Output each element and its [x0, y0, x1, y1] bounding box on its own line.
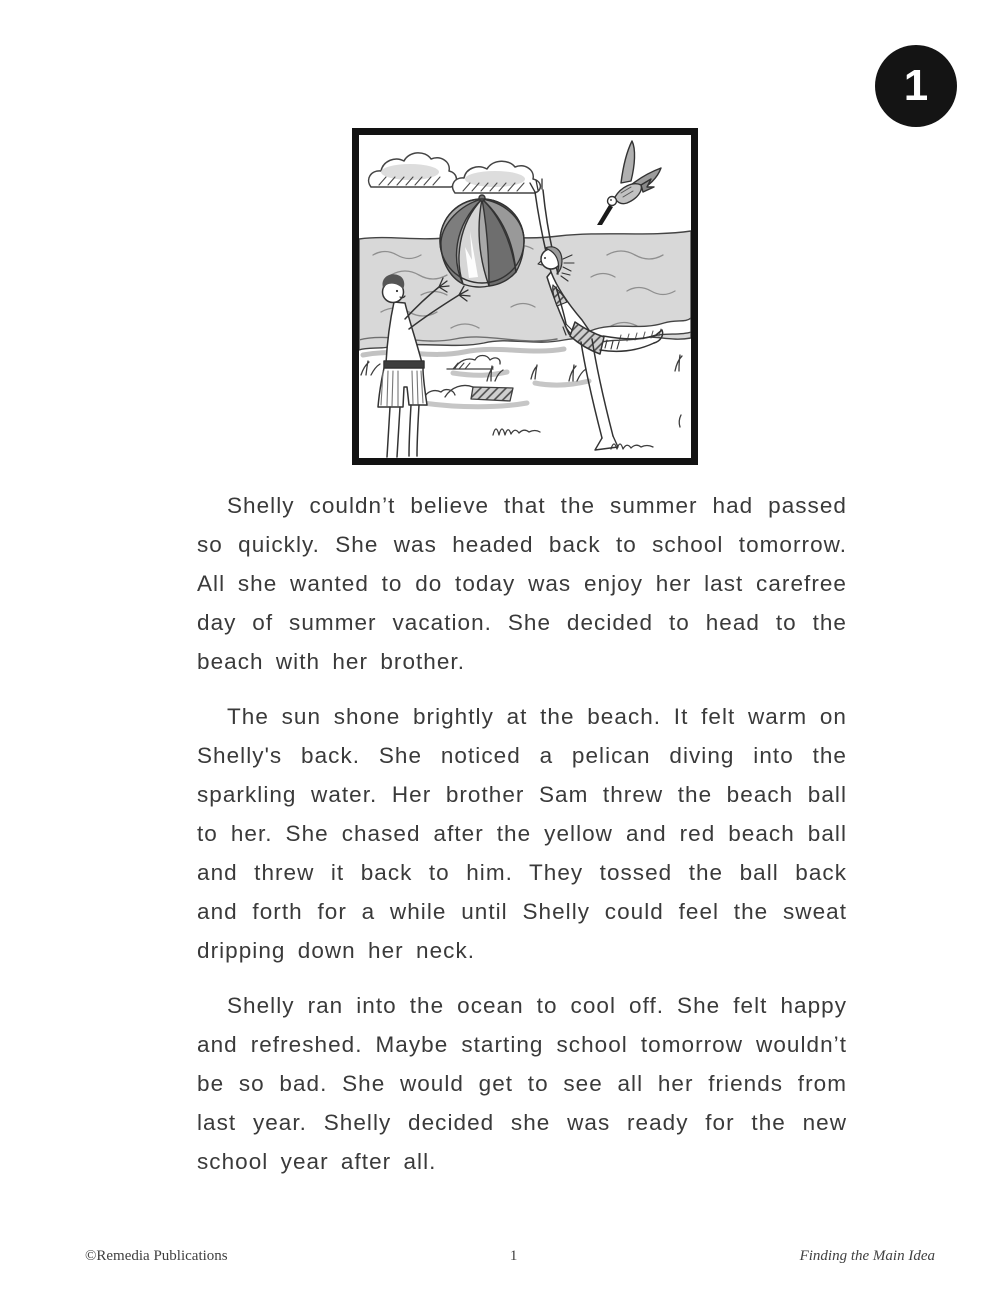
page-number-badge: [875, 45, 957, 127]
beach-scene-drawing: [359, 135, 691, 458]
book-title: Finding the Main Idea: [799, 1248, 935, 1264]
page-number-badge-label: 1: [903, 61, 929, 110]
page-footer: [85, 1248, 935, 1265]
story-paragraph-2: The sun shone brightly at the beach. It felt warm on Shelly's back. She noticed a pelican diving into the sparkling water. Her brother Sam threw the beach ball to her. She chased after the yellow and red beach ball and threw it back to him. They tossed the ball back and forth for a while until Shelly could feel the sweat dripping down her neck.: [197, 704, 847, 963]
footer-page-number: 1: [509, 1248, 518, 1264]
copyright-text: ©Remedia Publications: [85, 1248, 228, 1264]
story-illustration: [352, 128, 698, 465]
story-paragraph-1: Shelly couldn’t believe that the summer had passed so quickly. She was headed back to school tomorrow. All she wanted to do today was enjoy her last carefree day of summer vacation. She decided to head to the beach with her brother.: [197, 493, 847, 674]
story-text: [197, 486, 847, 1197]
story-paragraph-3: Shelly ran into the ocean to cool off. She felt happy and refreshed. Maybe starting school tomorrow wouldn’t be so bad. She would get to see all her friends from last year. Shelly decided she was ready for the new school year after all.: [197, 993, 847, 1174]
